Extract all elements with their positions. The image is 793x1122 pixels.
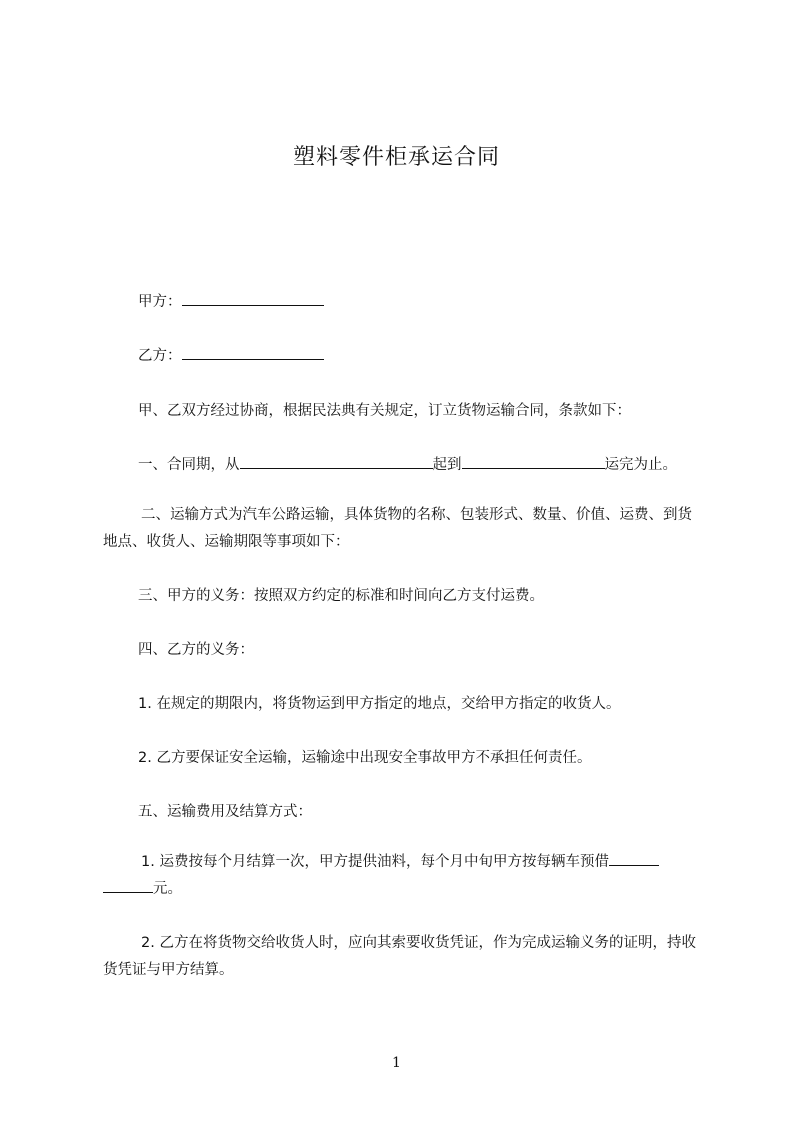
party-b-blank bbox=[182, 345, 324, 360]
contract-title: 塑料零件柜承运合同 bbox=[292, 145, 500, 170]
clause-4-item-1: 1. 在规定的期限内，将货物运到甲方指定的地点，交给甲方指定的收货人。 bbox=[138, 696, 621, 712]
party-b-label: 乙方： bbox=[138, 348, 182, 364]
clause-5-item-1-text: 1. 运费按每个月结算一次，甲方提供油料，每个月中旬甲方按每辆车预借 bbox=[141, 854, 609, 870]
clause-1-suffix: 运完为止。 bbox=[604, 457, 677, 473]
party-b-line bbox=[138, 344, 738, 365]
party-a-line bbox=[138, 290, 738, 311]
clause-5-item-1 bbox=[103, 849, 703, 903]
intro-paragraph: 甲、乙双方经过协商，根据民法典有关规定，订立货物运输合同，条款如下： bbox=[138, 403, 631, 419]
clause-4-item-2: 2. 乙方要保证安全运输，运输途中出现安全事故甲方不承担任何责任。 bbox=[138, 750, 592, 766]
clause-1 bbox=[138, 453, 738, 474]
page-number: 1 bbox=[392, 1055, 401, 1071]
clause-5: 五、运输费用及结算方式： bbox=[138, 804, 312, 820]
clause-1-middle: 起到 bbox=[432, 457, 462, 473]
clause-4: 四、乙方的义务： bbox=[138, 642, 254, 658]
clause-2: 二、运输方式为汽车公路运输，具体货物的名称、包装形式、数量、价值、运费、到货地点、收货人、运输期限等事项如下： bbox=[103, 507, 692, 550]
party-a-label: 甲方： bbox=[138, 294, 182, 310]
clause-1-start-blank bbox=[240, 454, 433, 469]
clause-5-item-1-suffix: 元。 bbox=[153, 881, 182, 897]
clause-1-prefix: 一、合同期，从 bbox=[138, 457, 240, 473]
party-a-blank bbox=[182, 291, 324, 306]
clause-3: 三、甲方的义务：按照双方约定的标准和时间向乙方支付运费。 bbox=[138, 588, 544, 604]
clause-5-item-1-blank-b bbox=[103, 878, 153, 893]
clause-5-item-2: 2. 乙方在将货物交给收货人时，应向其索要收货凭证，作为完成运输义务的证明，持收货凭证与甲方结算。 bbox=[103, 935, 696, 978]
clause-1-end-blank bbox=[462, 454, 605, 469]
clause-5-item-1-blank-a bbox=[609, 851, 659, 866]
